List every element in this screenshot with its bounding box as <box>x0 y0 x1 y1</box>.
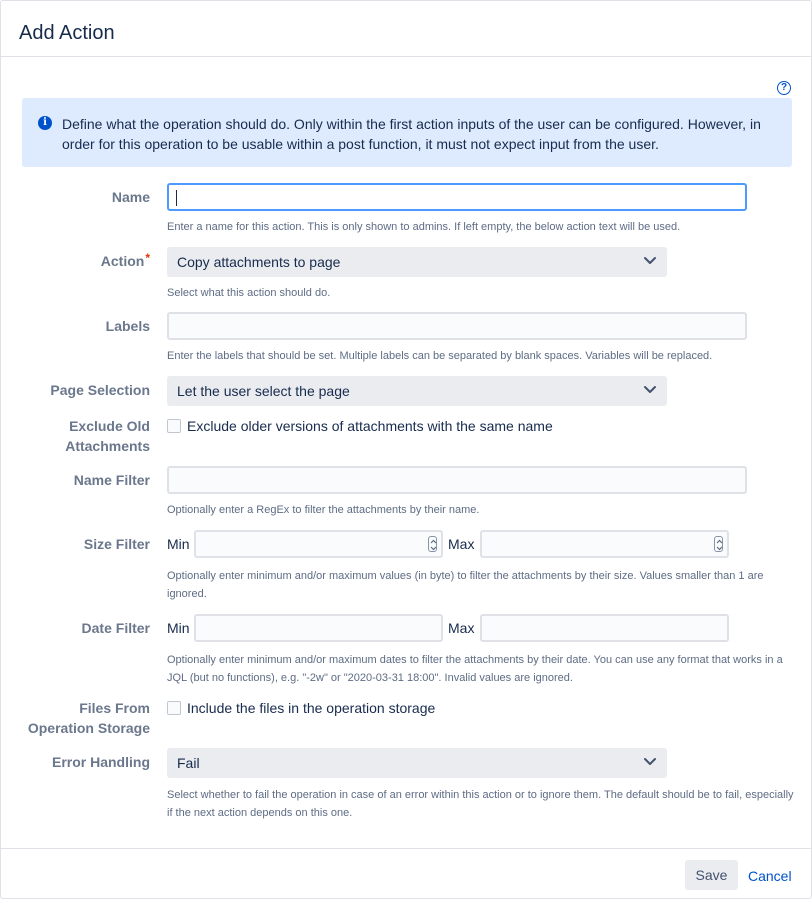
name-input[interactable] <box>167 183 747 211</box>
dialog-footer <box>1 848 811 900</box>
info-banner <box>22 98 792 167</box>
date-min-input[interactable] <box>194 614 443 642</box>
size-min-label: Min <box>167 536 190 552</box>
info-circle-icon: i <box>38 116 52 130</box>
error-handling-help: Select whether to fail the operation in case of an error within this action or to ignore them. The default should be to fail, especially if the next action depends on this one. <box>167 789 794 819</box>
files-storage-label-line1: Files From <box>79 700 150 716</box>
size-filter-label: Size Filter <box>83 536 150 552</box>
action-label-text: Action <box>100 253 145 269</box>
size-min-input[interactable] <box>194 530 443 558</box>
files-storage-checkbox-label[interactable]: Include the files in the operation storage <box>187 700 436 716</box>
date-max-input[interactable] <box>480 614 729 642</box>
size-max-input[interactable] <box>480 530 729 558</box>
cancel-link[interactable]: Cancel <box>748 868 792 884</box>
page-selection-select[interactable] <box>167 376 667 406</box>
error-handling-select[interactable] <box>167 748 667 778</box>
name-label: Name <box>111 189 150 205</box>
info-text: Define what the operation should do. Only within the first action inputs of the user can be configured. However, in order for this operation to be usable within a post function, it must not expect input from the user. <box>62 116 761 152</box>
name-filter-input[interactable] <box>167 466 747 494</box>
exclude-old-checkbox[interactable] <box>167 419 181 433</box>
size-max-label: Max <box>448 536 475 552</box>
exclude-old-label-line1: Exclude Old <box>69 418 150 434</box>
files-storage-label-line2: Operation Storage <box>27 720 150 736</box>
chevron-down-icon <box>643 256 657 266</box>
action-help: Select what this action should do. <box>167 287 331 299</box>
dialog-title: Add Action <box>19 22 115 44</box>
date-filter-help: Optionally enter minimum and/or maximum dates to filter the attachments by their date. You can use any format that works in a JQL (but no functions), e.g. "-2w" or "2020-03-31 18:00". Invalid values are ignored. <box>167 654 783 684</box>
name-filter-label: Name Filter <box>73 472 150 488</box>
labels-label: Labels <box>105 318 150 334</box>
dialog-header <box>1 1 811 57</box>
spinner-icon[interactable] <box>714 536 723 552</box>
files-storage-label <box>28 698 150 738</box>
name-help: Enter a name for this action. This is only shown to admins. If left empty, the below action text will be used. <box>167 221 681 233</box>
labels-input[interactable] <box>167 312 747 340</box>
exclude-old-label-line2: Attachments <box>65 438 150 454</box>
date-max-label: Max <box>448 620 475 636</box>
error-handling-value: Fail <box>177 755 200 771</box>
files-storage-checkbox[interactable] <box>167 701 181 715</box>
date-min-label: Min <box>167 620 190 636</box>
page-selection-value: Let the user select the page <box>177 383 350 399</box>
action-select[interactable] <box>167 247 667 277</box>
text-caret <box>176 190 177 206</box>
exclude-old-label <box>65 416 150 456</box>
page-selection-label: Page Selection <box>50 382 150 398</box>
error-handling-label: Error Handling <box>51 754 150 770</box>
exclude-old-checkbox-label[interactable]: Exclude older versions of attachments with the same name <box>187 418 553 434</box>
name-filter-help: Optionally enter a RegEx to filter the attachments by their name. <box>167 504 480 516</box>
action-select-value: Copy attachments to page <box>177 254 341 270</box>
save-button[interactable]: Save <box>685 860 738 890</box>
action-label <box>101 251 150 272</box>
required-mark: * <box>145 251 150 265</box>
size-filter-help: Optionally enter minimum and/or maximum values (in byte) to filter the attachments by their size. Values smaller than 1 are ignored. <box>167 570 764 600</box>
chevron-down-icon <box>643 385 657 395</box>
spinner-icon[interactable] <box>428 536 437 552</box>
question-circle-icon[interactable]: ? <box>777 81 791 95</box>
chevron-down-icon <box>643 757 657 767</box>
labels-help: Enter the labels that should be set. Multiple labels can be separated by blank spaces. Variables will be replaced. <box>167 350 713 362</box>
date-filter-label: Date Filter <box>81 620 150 636</box>
